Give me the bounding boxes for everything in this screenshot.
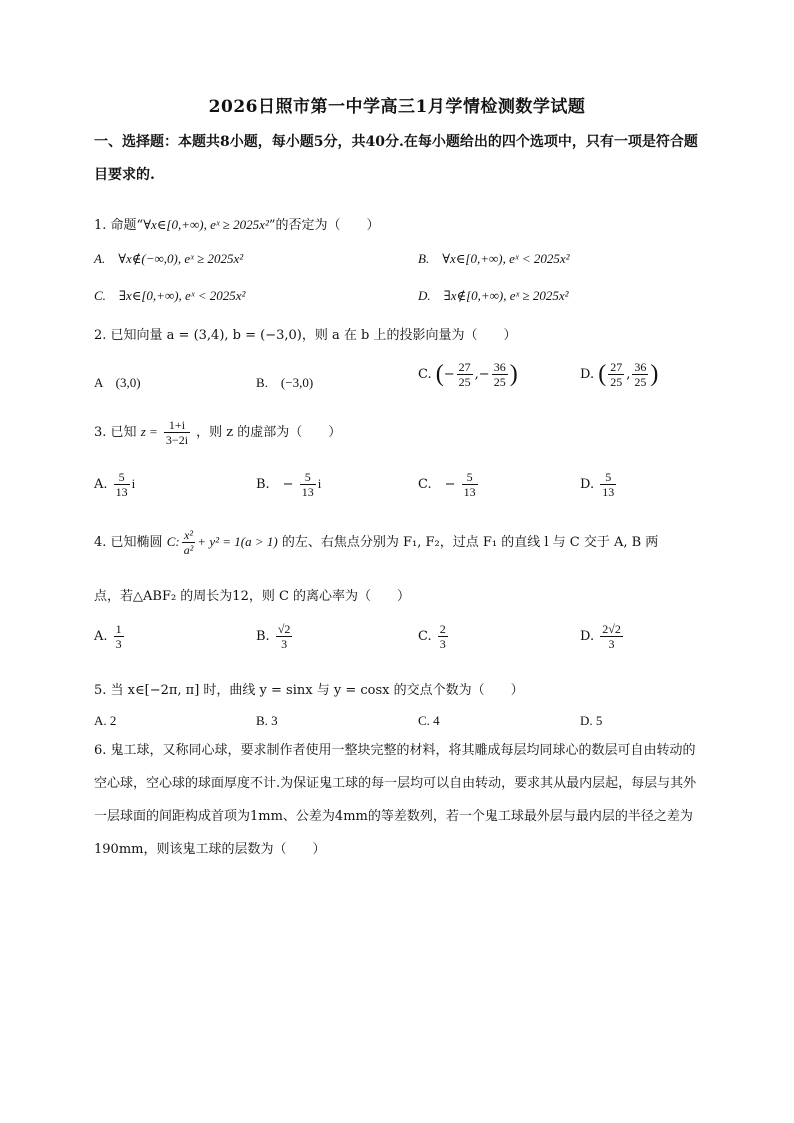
question-1-stem: 1. 命题“∀x∈[0,+∞), eˣ ≥ 2025x²”的否定为（ ）: [94, 217, 380, 233]
q2-option-b[interactable]: B. (−3,0): [256, 375, 314, 390]
question-4-stem-line1: 4. 已知椭圆 C: $\frac{\text{x²}}{\text{a²}}$ + y² = 1(a > 1) 的左、右焦点分别为 F₁, F₂，过点 F₁ 的直线 l 与 C 交于 A, B 两: [94, 528, 659, 557]
q4-option-a[interactable]: A. $\frac{1}{3}$: [94, 622, 122, 651]
q1-option-c[interactable]: C. ∃x∈[0,+∞), eˣ < 2025x²: [94, 288, 246, 303]
question-3-stem: 3. 已知 z = $\frac{1+i}{3-2i}$ ，则 z 的虚部为（ ）: [94, 418, 342, 447]
question-2-stem: 2. 已知向量 a = (3,4), b = (−3,0)，则 a 在 b 上的投影向量为（ ）: [94, 328, 517, 343]
q2-option-c[interactable]: C. (− $\frac{27}{25}$ ,− $\frac{36}{25}$ ): [418, 360, 518, 389]
q4-option-c[interactable]: C. $\frac{2}{3}$: [418, 622, 446, 651]
section-heading: 一、选择题：本题共8小题，每小题5分，共40分.在每小题给出的四个选项中，只有一项是符合题目要求的.: [94, 134, 698, 183]
q1-option-d[interactable]: D. ∃x∉[0,+∞), eˣ ≥ 2025x²: [418, 288, 569, 303]
q5-option-b[interactable]: B. 3: [256, 713, 278, 728]
q5-option-d[interactable]: D. 5: [580, 713, 603, 728]
page-title: 2026日照市第一中学高三1月学情检测数学试题: [208, 97, 586, 117]
q3-option-a[interactable]: A. $\frac{5}{13}$ i: [94, 470, 136, 499]
q4-option-b[interactable]: B. $\frac{√2}{3}$: [256, 622, 291, 651]
q2-option-d[interactable]: D. ( $\frac{27}{25}$ , $\frac{36}{25}$ ): [580, 360, 659, 389]
q5-option-a[interactable]: A. 2: [94, 713, 117, 728]
q3-option-b[interactable]: B. − $\frac{5}{13}$ i: [256, 470, 322, 499]
question-5-stem: 5. 当 x∈[−2π, π] 时，曲线 y = sinx 与 y = cosx 的交点个数为（ ）: [94, 683, 524, 698]
q1-option-b[interactable]: B. ∀x∈[0,+∞), eˣ < 2025x²: [418, 251, 570, 266]
q4-option-d[interactable]: D. $\frac{2√2}{3}$: [580, 622, 621, 651]
q3-option-c[interactable]: C. − $\frac{5}{13}$: [418, 470, 476, 499]
q1-option-a[interactable]: A. ∀x∉(−∞,0), eˣ ≥ 2025x²: [94, 251, 244, 266]
q5-option-c[interactable]: C. 4: [418, 713, 440, 728]
q3-option-d[interactable]: D. $\frac{5}{13}$: [580, 470, 615, 499]
question-4-stem-line2: 点，若△ABF₂ 的周长为12，则 C 的离心率为（ ）: [94, 589, 411, 604]
question-6-stem: 6. 鬼工球，又称同心球，要求制作者使用一整块完整的材料，将其雕成每层均同球心的数层可自由转动的空心球，空心球的球面厚度不计.为保证鬼工球的每一层均可以自由转动，要求其从最内层起，每层与其外一层球面的间距构成首项为1mm、公差为4mm的等差数列，若一个鬼工球最外层与最内层的半径之差为190mm，则该鬼工球的层数为（ ）: [94, 743, 697, 857]
q2-option-a[interactable]: A (3,0): [94, 375, 141, 390]
